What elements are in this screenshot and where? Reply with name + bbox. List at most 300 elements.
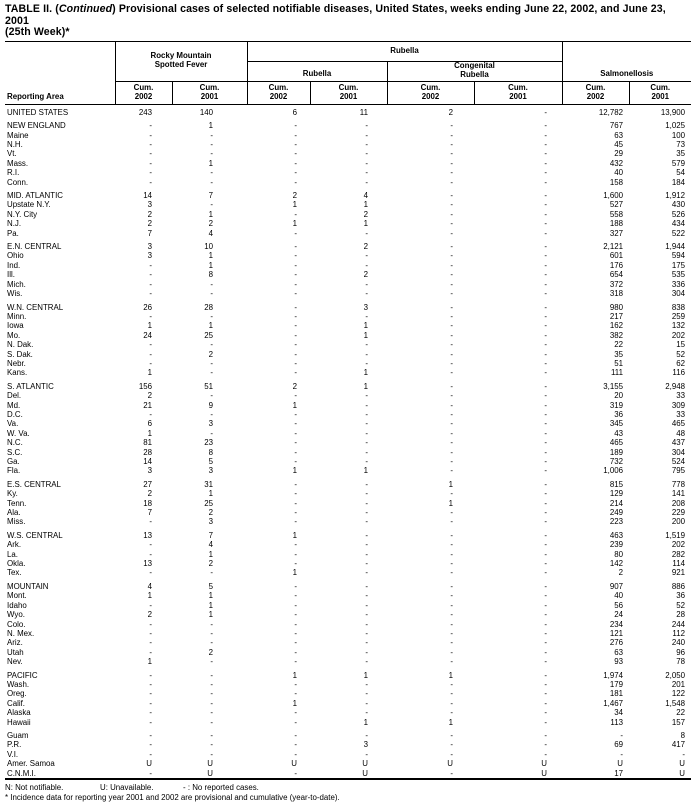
reporting-area-cell: Upstate N.Y. xyxy=(7,200,51,210)
value-cell: - xyxy=(149,340,152,350)
reporting-area-cell: Iowa xyxy=(7,321,24,331)
value-cell: 34 xyxy=(614,708,623,718)
value-cell: 2 xyxy=(208,349,213,359)
table-row xyxy=(5,261,691,270)
value-cell: - xyxy=(294,559,297,569)
value-cell: 33 xyxy=(676,409,685,419)
table-row xyxy=(5,251,691,260)
value-cell: - xyxy=(544,391,547,401)
value-cell: U xyxy=(207,759,213,769)
group-header-congenital-rubella: Congenital Rubella xyxy=(387,61,562,81)
table-row xyxy=(5,699,691,708)
reporting-area-cell: Tenn. xyxy=(7,498,27,508)
value-cell: 1 xyxy=(147,368,152,378)
value-cell: - xyxy=(210,409,213,419)
reporting-area-cell: N.Y. City xyxy=(7,209,38,219)
value-cell: 1 xyxy=(363,381,368,391)
table-row xyxy=(5,638,691,647)
value-cell: - xyxy=(544,698,547,708)
value-cell: - xyxy=(365,340,368,350)
value-cell: - xyxy=(149,647,152,657)
value-cell: - xyxy=(294,689,297,699)
value-cell: - xyxy=(365,568,368,578)
value-cell: - xyxy=(149,517,152,527)
value-cell: 140 xyxy=(199,107,213,117)
value-cell: 2 xyxy=(363,242,368,252)
value-cell: 437 xyxy=(671,438,685,448)
value-cell: - xyxy=(149,349,152,359)
value-cell: - xyxy=(365,349,368,359)
value-cell: - xyxy=(294,517,297,527)
table-row xyxy=(5,517,691,526)
value-cell: - xyxy=(544,530,547,540)
reporting-area-cell: Ark. xyxy=(7,540,22,550)
group-header-salmonellosis: Salmonellosis xyxy=(562,41,691,81)
value-cell: 8 xyxy=(680,730,685,740)
footnote-not-notifiable: N: Not notifiable. xyxy=(5,783,64,792)
reporting-area-cell: Va. xyxy=(7,419,19,429)
value-cell: - xyxy=(450,628,453,638)
value-cell: - xyxy=(450,466,453,476)
table-row xyxy=(5,466,691,475)
value-cell: 1 xyxy=(448,479,453,489)
value-cell: - xyxy=(294,121,297,131)
table-row xyxy=(5,280,691,289)
value-cell: - xyxy=(544,517,547,527)
value-cell: 1 xyxy=(363,717,368,727)
value-cell: - xyxy=(544,260,547,270)
value-cell: 527 xyxy=(609,200,623,210)
value-cell: - xyxy=(210,730,213,740)
value-cell: - xyxy=(365,158,368,168)
value-cell: - xyxy=(294,149,297,159)
col-header-salmonellosis-cum-2001: Cum. 2001 xyxy=(629,81,691,104)
table-row xyxy=(5,550,691,559)
reporting-area-cell: Pa. xyxy=(7,228,19,238)
value-cell: 111 xyxy=(611,368,623,378)
value-cell: - xyxy=(450,768,453,778)
value-cell: 28 xyxy=(204,302,213,312)
value-cell: - xyxy=(544,311,547,321)
value-cell: - xyxy=(365,489,368,499)
value-cell: - xyxy=(544,279,547,289)
value-cell: - xyxy=(294,768,297,778)
value-cell: 1,519 xyxy=(665,530,685,540)
value-cell: 9 xyxy=(208,400,213,410)
value-cell: - xyxy=(294,311,297,321)
value-cell: 465 xyxy=(609,438,623,448)
value-cell: - xyxy=(210,358,213,368)
table-row xyxy=(5,350,691,359)
value-cell: - xyxy=(210,368,213,378)
value-cell: 2 xyxy=(448,107,453,117)
value-cell: - xyxy=(544,400,547,410)
value-cell: 223 xyxy=(609,517,623,527)
value-cell: 45 xyxy=(614,140,623,149)
reporting-area-cell: Maine xyxy=(7,130,29,140)
footnote-no-cases: - : No reported cases. xyxy=(183,783,259,792)
value-cell: - xyxy=(450,177,453,187)
value-cell: 24 xyxy=(143,330,152,340)
value-cell: 33 xyxy=(676,391,685,401)
table-row xyxy=(5,601,691,610)
value-cell: - xyxy=(365,508,368,518)
value-cell: - xyxy=(450,228,453,238)
value-cell: 2 xyxy=(208,647,213,657)
reporting-area-cell: P.R. xyxy=(7,740,22,750)
value-cell: - xyxy=(544,479,547,489)
value-cell: - xyxy=(544,749,547,759)
table-row xyxy=(5,382,691,391)
value-cell: - xyxy=(210,200,213,210)
value-cell: - xyxy=(294,619,297,629)
value-cell: - xyxy=(149,121,152,131)
value-cell: - xyxy=(149,279,152,289)
value-cell: - xyxy=(450,149,453,159)
footnote-legend xyxy=(5,783,691,793)
reporting-area-cell: Minn. xyxy=(7,311,27,321)
value-cell: - xyxy=(544,591,547,601)
value-cell: - xyxy=(149,568,152,578)
value-cell: 10 xyxy=(204,242,213,252)
value-cell: - xyxy=(544,358,547,368)
value-cell: - xyxy=(450,428,453,438)
value-cell: 6 xyxy=(292,107,297,117)
value-cell: - xyxy=(365,517,368,527)
value-cell: 345 xyxy=(609,419,623,429)
value-cell: 7 xyxy=(208,191,213,201)
value-cell: - xyxy=(210,657,213,667)
table-row xyxy=(5,480,691,489)
value-cell: 40 xyxy=(614,591,623,601)
value-cell: - xyxy=(450,740,453,750)
title-continued: Continued xyxy=(58,3,113,15)
value-cell: - xyxy=(450,638,453,648)
table-row xyxy=(5,750,691,759)
value-cell: - xyxy=(210,140,213,149)
value-cell: 189 xyxy=(609,447,623,457)
value-cell: - xyxy=(544,368,547,378)
value-cell: 432 xyxy=(609,158,623,168)
value-cell: 8 xyxy=(208,447,213,457)
value-cell: 907 xyxy=(609,581,623,591)
value-cell: - xyxy=(544,168,547,178)
value-cell: - xyxy=(365,121,368,131)
value-cell: 2 xyxy=(147,610,152,620)
value-cell: U xyxy=(362,768,368,778)
value-cell: - xyxy=(294,289,297,299)
value-cell: - xyxy=(450,130,453,140)
value-cell: 36 xyxy=(676,591,685,601)
value-cell: - xyxy=(294,340,297,350)
value-cell: - xyxy=(365,177,368,187)
value-cell: 535 xyxy=(671,270,685,280)
value-cell: - xyxy=(544,581,547,591)
value-cell: - xyxy=(294,600,297,610)
value-cell: - xyxy=(450,400,453,410)
value-cell: - xyxy=(544,330,547,340)
value-cell: 1 xyxy=(208,549,213,559)
reporting-area-cell: E.S. CENTRAL xyxy=(7,479,61,489)
value-cell: - xyxy=(544,242,547,252)
col-header-salmonellosis-cum-2002: Cum. 2002 xyxy=(562,81,629,104)
value-cell: 1 xyxy=(448,670,453,680)
value-cell: - xyxy=(294,349,297,359)
table-row xyxy=(5,149,691,158)
value-cell: 1 xyxy=(208,600,213,610)
value-cell: - xyxy=(620,749,623,759)
value-cell: 282 xyxy=(671,549,685,559)
table-title xyxy=(5,4,691,39)
value-cell: 56 xyxy=(614,600,623,610)
reporting-area-cell: S. ATLANTIC xyxy=(7,381,54,391)
value-cell: - xyxy=(365,168,368,178)
table-row xyxy=(5,499,691,508)
reporting-area-cell: Utah xyxy=(7,647,24,657)
value-cell: - xyxy=(450,381,453,391)
value-cell: 1,600 xyxy=(603,191,623,201)
value-cell: 23 xyxy=(204,438,213,448)
value-cell: 318 xyxy=(609,289,623,299)
table-row xyxy=(5,591,691,600)
value-cell: 1,944 xyxy=(665,242,685,252)
value-cell: 1 xyxy=(448,717,453,727)
table-row xyxy=(5,229,691,238)
value-cell: 28 xyxy=(676,610,685,620)
value-cell: 176 xyxy=(609,260,623,270)
value-cell: - xyxy=(365,619,368,629)
value-cell: - xyxy=(544,158,547,168)
reporting-area-cell: Mass. xyxy=(7,158,29,168)
value-cell: 113 xyxy=(610,717,623,727)
group-header-rubella-top: Rubella xyxy=(247,41,562,61)
value-cell: - xyxy=(450,158,453,168)
table-row xyxy=(5,610,691,619)
reporting-area-cell: V.I. xyxy=(7,749,19,759)
value-cell: 304 xyxy=(671,447,685,457)
value-cell: - xyxy=(544,628,547,638)
value-cell: 93 xyxy=(614,657,623,667)
value-cell: 5 xyxy=(208,457,213,466)
table-row xyxy=(5,708,691,717)
value-cell: - xyxy=(365,638,368,648)
value-cell: U xyxy=(679,768,685,778)
value-cell: 52 xyxy=(676,600,685,610)
reporting-area-cell: UNITED STATES xyxy=(7,107,69,117)
value-cell: - xyxy=(365,447,368,457)
value-cell: 276 xyxy=(609,638,623,648)
value-cell: - xyxy=(294,438,297,448)
value-cell: - xyxy=(544,708,547,718)
value-cell: 141 xyxy=(671,489,685,499)
value-cell: - xyxy=(210,279,213,289)
value-cell: - xyxy=(365,140,368,149)
value-cell: - xyxy=(210,638,213,648)
reporting-area-cell: Ohio xyxy=(7,251,24,261)
value-cell: - xyxy=(210,289,213,299)
value-cell: - xyxy=(365,479,368,489)
reporting-area-cell: Ky. xyxy=(7,489,18,499)
value-cell: - xyxy=(365,260,368,270)
value-cell: 80 xyxy=(614,549,623,559)
reporting-area-cell: Guam xyxy=(7,730,29,740)
value-cell: 121 xyxy=(609,628,623,638)
value-cell: 2 xyxy=(618,568,623,578)
value-cell: - xyxy=(149,638,152,648)
table-row xyxy=(5,270,691,279)
value-cell: - xyxy=(294,321,297,331)
value-cell: 48 xyxy=(676,428,685,438)
value-cell: 524 xyxy=(671,457,685,466)
table-row xyxy=(5,671,691,680)
value-cell: - xyxy=(149,168,152,178)
value-cell: - xyxy=(365,530,368,540)
table-row xyxy=(5,200,691,209)
value-cell: - xyxy=(544,679,547,689)
value-cell: - xyxy=(365,610,368,620)
value-cell: 1 xyxy=(208,158,213,168)
value-cell: - xyxy=(544,508,547,518)
value-cell: - xyxy=(294,270,297,280)
value-cell: - xyxy=(620,730,623,740)
reporting-area-cell: Nev. xyxy=(7,657,23,667)
value-cell: - xyxy=(149,130,152,140)
value-cell: - xyxy=(210,428,213,438)
value-cell: 7 xyxy=(208,530,213,540)
reporting-area-cell: Nebr. xyxy=(7,358,26,368)
value-cell: - xyxy=(544,149,547,159)
value-cell: 921 xyxy=(671,568,685,578)
value-cell: - xyxy=(544,568,547,578)
value-cell: - xyxy=(544,670,547,680)
value-cell: 838 xyxy=(671,302,685,312)
value-cell: - xyxy=(450,368,453,378)
value-cell: - xyxy=(294,242,297,252)
reporting-area-cell: La. xyxy=(7,549,18,559)
table-row xyxy=(5,410,691,419)
value-cell: - xyxy=(544,121,547,131)
value-cell: - xyxy=(294,260,297,270)
value-cell: - xyxy=(365,689,368,699)
value-cell: - xyxy=(544,107,547,117)
value-cell: - xyxy=(365,438,368,448)
value-cell: - xyxy=(294,409,297,419)
reporting-area-cell: Calif. xyxy=(7,698,25,708)
value-cell: 214 xyxy=(609,498,623,508)
value-cell: - xyxy=(294,498,297,508)
value-cell: 116 xyxy=(672,368,685,378)
value-cell: - xyxy=(294,657,297,667)
value-cell: - xyxy=(450,321,453,331)
value-cell: U xyxy=(207,768,213,778)
value-cell: 1 xyxy=(208,251,213,261)
value-cell: - xyxy=(365,749,368,759)
value-cell: 29 xyxy=(614,149,623,159)
value-cell: - xyxy=(149,270,152,280)
value-cell: - xyxy=(365,698,368,708)
value-cell: - xyxy=(365,228,368,238)
reporting-area-cell: Wyo. xyxy=(7,610,25,620)
value-cell: 1 xyxy=(363,330,368,340)
value-cell: - xyxy=(294,740,297,750)
table-row xyxy=(5,489,691,498)
value-cell: - xyxy=(294,628,297,638)
value-cell: 162 xyxy=(609,321,623,331)
value-cell: 3 xyxy=(147,251,152,261)
value-cell: - xyxy=(450,242,453,252)
value-cell: - xyxy=(210,679,213,689)
value-cell: 158 xyxy=(609,177,623,187)
value-cell: 732 xyxy=(609,457,623,466)
value-cell: 13 xyxy=(143,530,152,540)
value-cell: 1 xyxy=(208,209,213,219)
reporting-area-cell: Alaska xyxy=(7,708,31,718)
value-cell: - xyxy=(365,559,368,569)
value-cell: - xyxy=(450,657,453,667)
table-row xyxy=(5,559,691,568)
value-cell: - xyxy=(450,260,453,270)
reporting-area-cell: Oreg. xyxy=(7,689,27,699)
value-cell: 1,025 xyxy=(665,121,685,131)
value-cell: 3 xyxy=(147,466,152,476)
value-cell: 3 xyxy=(363,740,368,750)
value-cell: - xyxy=(294,391,297,401)
value-cell: - xyxy=(294,130,297,140)
table-row xyxy=(5,359,691,368)
value-cell: U xyxy=(291,759,297,769)
value-cell: - xyxy=(294,228,297,238)
value-cell: - xyxy=(544,200,547,210)
value-cell: 156 xyxy=(138,381,152,391)
reporting-area-cell: Okla. xyxy=(7,559,26,569)
reporting-area-cell: MOUNTAIN xyxy=(7,581,49,591)
value-cell: 2 xyxy=(208,219,213,229)
table-row xyxy=(5,689,691,698)
table-row xyxy=(5,219,691,228)
value-cell: - xyxy=(544,251,547,261)
value-cell: 1,912 xyxy=(665,191,685,201)
value-cell: 26 xyxy=(143,302,152,312)
value-cell: - xyxy=(450,330,453,340)
value-cell: - xyxy=(450,549,453,559)
value-cell: 14 xyxy=(143,457,152,466)
value-cell: - xyxy=(294,479,297,489)
value-cell: - xyxy=(294,419,297,429)
value-cell: - xyxy=(210,619,213,629)
value-cell: - xyxy=(450,289,453,299)
table-row xyxy=(5,508,691,517)
reporting-area-cell: Ala. xyxy=(7,508,21,518)
value-cell: - xyxy=(544,559,547,569)
value-cell: 54 xyxy=(676,168,685,178)
value-cell: - xyxy=(294,279,297,289)
reporting-area-cell: D.C. xyxy=(7,409,23,419)
value-cell: 175 xyxy=(671,260,685,270)
value-cell: - xyxy=(365,358,368,368)
table-row xyxy=(5,540,691,549)
value-cell: - xyxy=(365,419,368,429)
value-cell: - xyxy=(210,717,213,727)
value-cell: - xyxy=(450,209,453,219)
table-body xyxy=(5,104,691,779)
value-cell: - xyxy=(450,191,453,201)
value-cell: - xyxy=(544,549,547,559)
value-cell: 980 xyxy=(609,302,623,312)
value-cell: 4 xyxy=(147,581,152,591)
value-cell: 1 xyxy=(448,498,453,508)
value-cell: 579 xyxy=(671,158,685,168)
value-cell: U xyxy=(679,759,685,769)
